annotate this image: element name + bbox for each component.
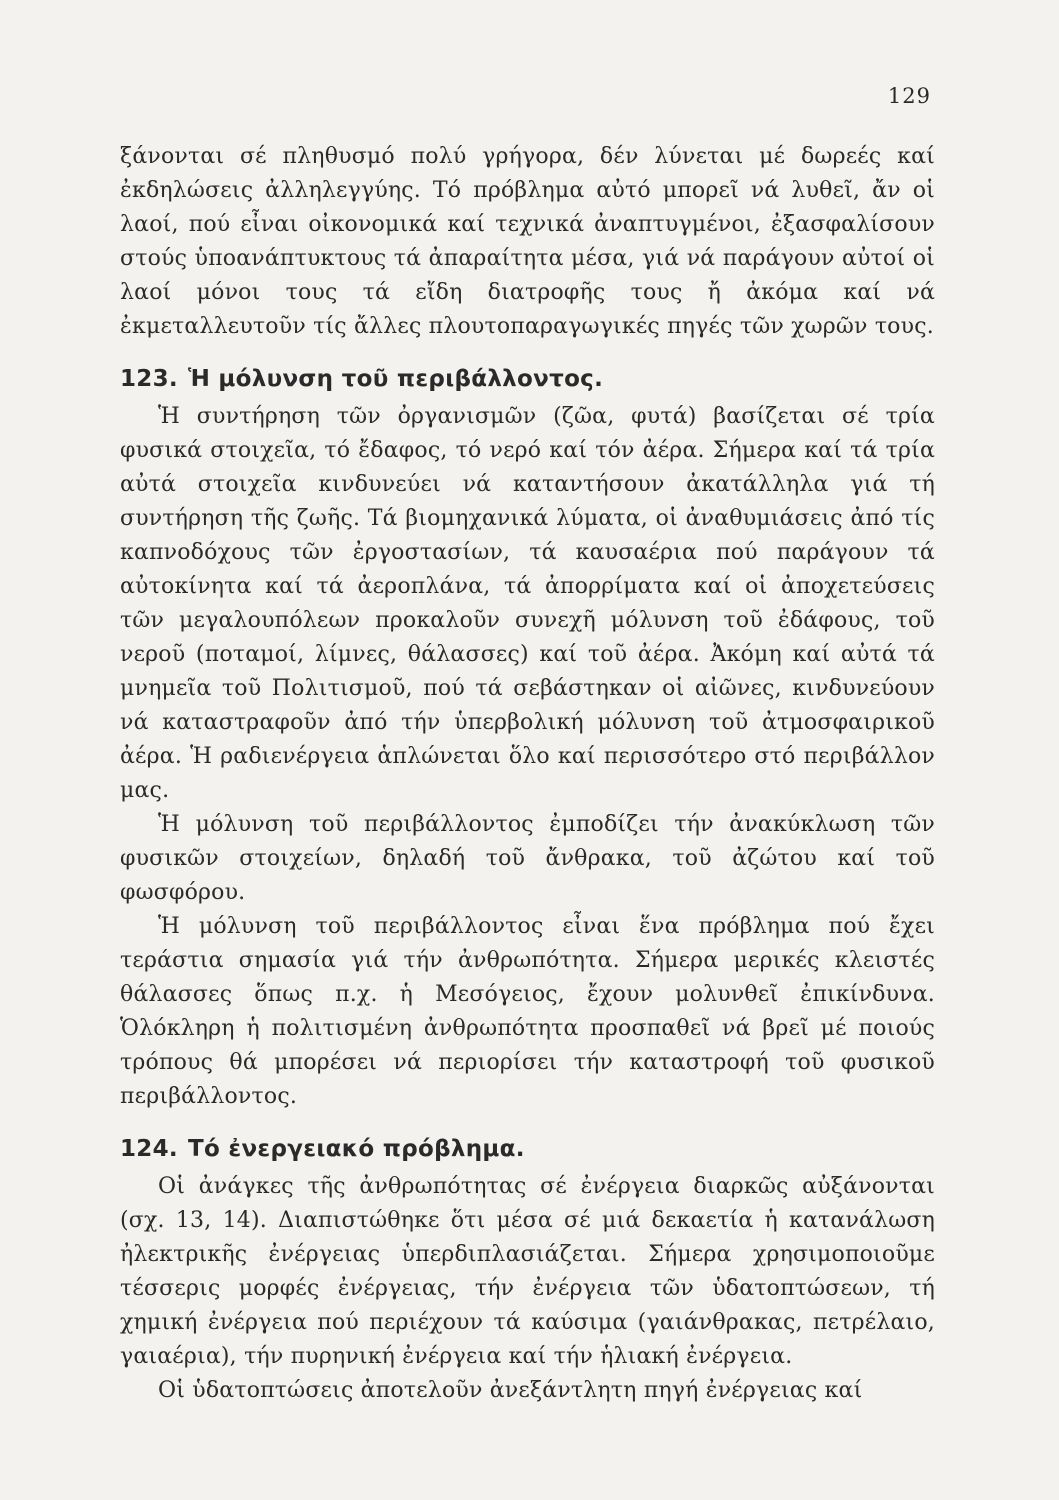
page-number: 129 <box>887 84 931 108</box>
paragraph-continuation: ξάνονται σέ πληθυσμό πολύ γρήγορα, δέν λύνεται μέ δωρεές καί ἐκδηλώσεις ἀλληλεγγύης. Τό πρόβλημα αὐτό μπορεῖ νά λυθεῖ, ἄν οἱ λαοί, πού εἶναι οἰκονομικά καί τεχνικά ἀναπτυγμένοι, ἐξασφαλίσουν στούς ὑποανάπτυκτους τά ἀπαραίτητα μέσα, γιά νά παράγουν αὐτοί οἱ λαοί μόνοι τους τά εἴδη διατροφῆς τους ἤ ἀκόμα καί νά ἐκμεταλλευτοῦν τίς ἄλλες πλουτοπαραγωγικές πηγές τῶν χωρῶν τους. <box>120 144 935 339</box>
section-title: Ἡ μόλυνση τοῦ περιβάλλοντος. <box>187 366 604 392</box>
section-heading-124 <box>120 1132 935 1166</box>
paragraph: Οἱ ὑδατοπτώσεις ἀποτελοῦν ἀνεξάντλητη πηγή ἐνέργειας καί <box>158 1378 863 1403</box>
section-number: 124. <box>120 1136 178 1162</box>
paragraph: Οἱ ἀνάγκες τῆς ἀνθρωπότητας σέ ἐνέργεια διαρκῶς αὐξάνονται (σχ. 13, 14). Διαπιστώθηκε ὅτι μέσα σέ μιά δεκαετία ἡ κατανάλωση ἠλεκτρικῆς ἐνέργειας ὑπερδιπλασιάζεται. Σήμερα χρησιμοποιοῦμε τέσσερις μορφές ἐνέργειας, τήν ἐνέργεια τῶν ὑδατοπτώσεων, τή χημική ἐνέργεια πού περιέχουν τά καύσιμα (γαιάνθρακας, πετρέλαιο, γαιαέρια), τήν πυρηνική ἐνέργεια καί τήν ἡλιακή ἐνέργεια. <box>120 1174 935 1369</box>
page-body <box>120 140 935 1408</box>
section-title: Τό ἐνεργειακό πρόβλημα. <box>187 1136 525 1162</box>
section-number: 123. <box>120 366 178 392</box>
section-heading-123 <box>120 362 935 396</box>
paragraph: Ἡ μόλυνση τοῦ περιβάλλοντος εἶναι ἕνα πρόβλημα πού ἔχει τεράστια σημασία γιά τήν ἀνθρωπότητα. Σήμερα μερικές κλειστές θάλασσες ὅπως π.χ. ἡ Μεσόγειος, ἔχουν μολυνθεῖ ἐπικίνδυνα. Ὁλόκληρη ἡ πολιτισμένη ἀνθρωπότητα προσπαθεῖ νά βρεῖ μέ ποιούς τρόπους θά μπορέσει νά περιορίσει τήν καταστροφή τοῦ φυσικοῦ περιβάλλοντος. <box>120 914 935 1109</box>
paragraph: Ἡ μόλυνση τοῦ περιβάλλοντος ἐμποδίζει τήν ἀνακύκλωση τῶν φυσικῶν στοιχείων, δηλαδή τοῦ ἄνθρακα, τοῦ ἀζώτου καί τοῦ φωσφόρου. <box>120 812 935 905</box>
paragraph: Ἡ συντήρηση τῶν ὀργανισμῶν (ζῶα, φυτά) βασίζεται σέ τρία φυσικά στοιχεῖα, τό ἔδαφος, τό νερό καί τόν ἀέρα. Σήμερα καί τά τρία αὐτά στοιχεῖα κινδυνεύει νά καταντήσουν ἀκατάλληλα γιά τή συντήρηση τῆς ζωῆς. Τά βιομηχανικά λύματα, οἱ ἀναθυμιάσεις ἀπό τίς καπνοδόχους τῶν ἐργοστασίων, τά καυσαέρια πού παράγουν τά αὐτοκίνητα καί τά ἀεροπλάνα, τά ἀπορρίματα καί οἱ ἀποχετεύσεις τῶν μεγαλουπόλεων προκαλοῦν συνεχῆ μόλυνση τοῦ ἐδάφους, τοῦ νεροῦ (ποταμοί, λίμνες, θάλασσες) καί τοῦ ἀέρα. Ἀκόμη καί αὐτά τά μνημεῖα τοῦ Πολιτισμοῦ, πού τά σεβάστηκαν οἱ αἰῶνες, κινδυνεύουν νά καταστραφοῦν ἀπό τήν ὑπερβολική μόλυνση τοῦ ἀτμοσφαιρικοῦ ἀέρα. Ἡ ραδιενέργεια ἁπλώνεται ὅλο καί περισσότερο στό περιβάλλον μας. <box>120 404 935 803</box>
